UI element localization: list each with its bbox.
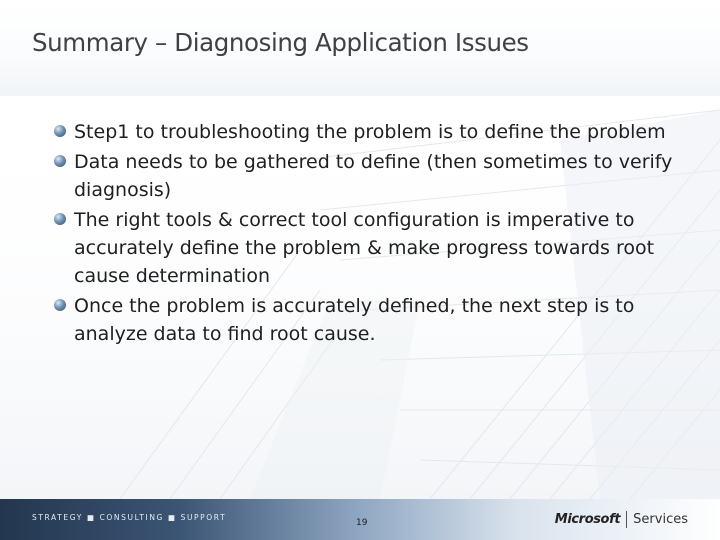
- bullet-list: [54, 118, 694, 350]
- title-band: [0, 0, 720, 96]
- microsoft-logo: Microsoft: [554, 512, 621, 527]
- bullet-item: [54, 148, 694, 204]
- brand-services-label: Services: [633, 512, 688, 527]
- page-number: 19: [356, 518, 368, 528]
- bullet-item: [54, 118, 694, 146]
- bullet-item: [54, 206, 694, 290]
- bullet-text: Step1 to troubleshooting the problem is to define the problem: [74, 121, 666, 143]
- bullet-dot-icon: [54, 125, 66, 137]
- bullet-dot-icon: [54, 299, 66, 311]
- bullet-dot-icon: [54, 213, 66, 225]
- microsoft-services-logo: [555, 511, 688, 528]
- footer-bar: [0, 499, 720, 540]
- bullet-text: Data needs to be gathered to define (then sometimes to verify diagnosis): [74, 151, 673, 201]
- bullet-text: Once the problem is accurately defined, the next step is to analyze data to find root cause.: [74, 295, 635, 345]
- brand-divider: [626, 511, 627, 528]
- bullet-text: The right tools & correct tool configuration is imperative to accurately define the problem & make progress towards root cause determination: [74, 209, 655, 287]
- bullet-item: [54, 292, 694, 348]
- footer-tagline: STRATEGY ■ CONSULTING ■ SUPPORT: [32, 513, 227, 522]
- slide-title: Summary – Diagnosing Application Issues: [32, 28, 529, 57]
- bullet-dot-icon: [54, 155, 66, 167]
